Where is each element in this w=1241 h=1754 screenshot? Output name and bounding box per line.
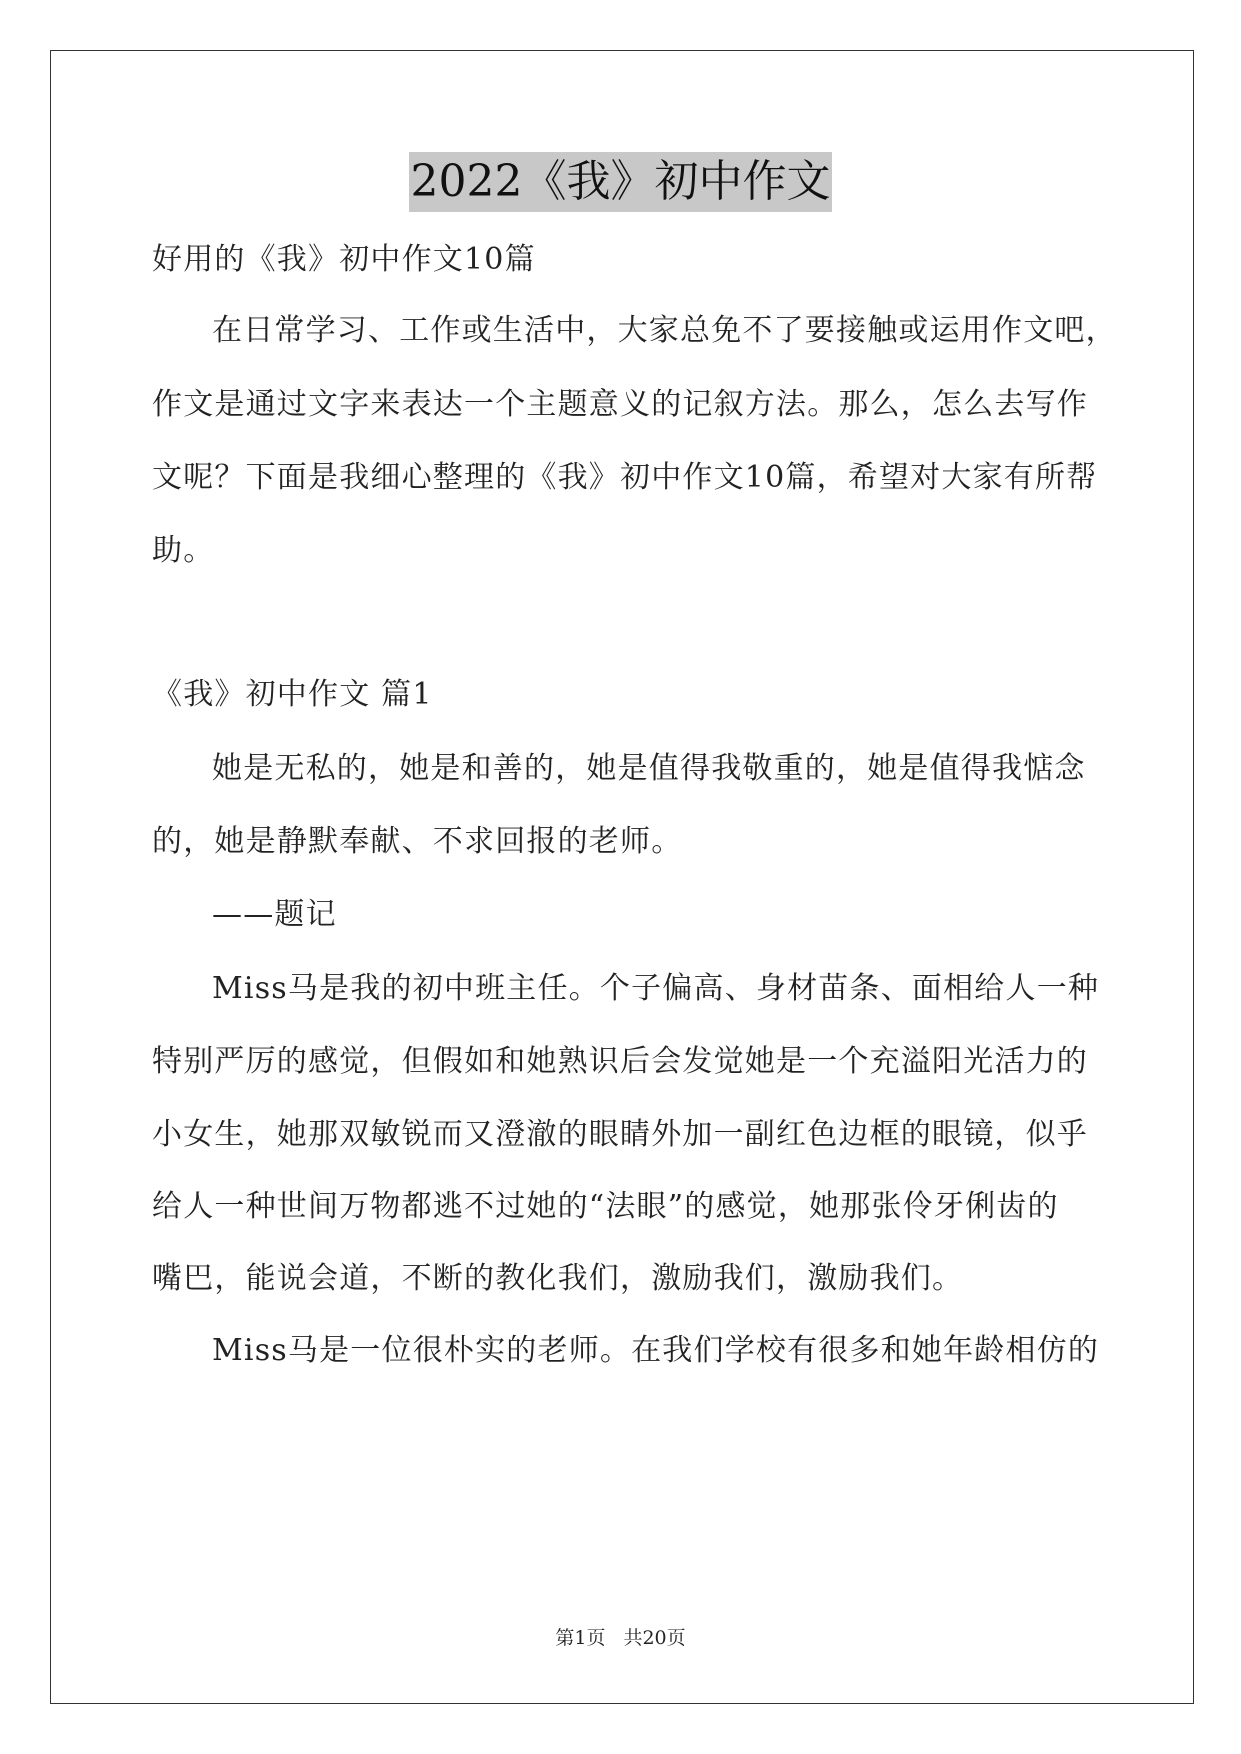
body-line: 小女生，她那双敏锐而又澄澈的眼睛外加一副红色边框的眼镜，似乎 xyxy=(152,1117,1088,1152)
page-number: 第1页 xyxy=(555,1627,606,1649)
document-subtitle: 好用的《我》初中作文10篇 xyxy=(152,242,536,277)
page-footer xyxy=(0,1625,1241,1651)
intro-line: 助。 xyxy=(152,533,215,568)
section-heading: 《我》初中作文 篇1 xyxy=(152,677,433,712)
body-line: 特别严厉的感觉，但假如和她熟识后会发觉她是一个充溢阳光活力的 xyxy=(152,1044,1088,1079)
title-container xyxy=(0,152,1241,212)
epigraph-attribution: ——题记 xyxy=(212,897,337,932)
body-line: 她是无私的，她是和善的，她是值得我敬重的，她是值得我惦念 xyxy=(212,751,1086,786)
intro-line: 作文是通过文字来表达一个主题意义的记叙方法。那么，怎么去写作 xyxy=(152,387,1088,422)
body-line: 的，她是静默奉献、不求回报的老师。 xyxy=(152,824,683,859)
body-line: 嘴巴，能说会道，不断的教化我们，激励我们，激励我们。 xyxy=(152,1261,964,1296)
body-line: 给人一种世间万物都逃不过她的“法眼”的感觉，她那张伶牙俐齿的 xyxy=(152,1189,1059,1224)
body-line: Miss马是一位很朴实的老师。在我们学校有很多和她年龄相仿的 xyxy=(212,1333,1100,1368)
intro-line: 文呢？下面是我细心整理的《我》初中作文10篇，希望对大家有所帮 xyxy=(152,460,1098,495)
body-line: Miss马是我的初中班主任。个子偏高、身材苗条、面相给人一种 xyxy=(212,971,1100,1006)
page-border xyxy=(50,50,1194,1704)
document-title: 2022《我》初中作文 xyxy=(409,152,833,212)
page-total: 共20页 xyxy=(623,1627,686,1649)
intro-line: 在日常学习、工作或生活中，大家总免不了要接触或运用作文吧， xyxy=(212,313,1117,348)
